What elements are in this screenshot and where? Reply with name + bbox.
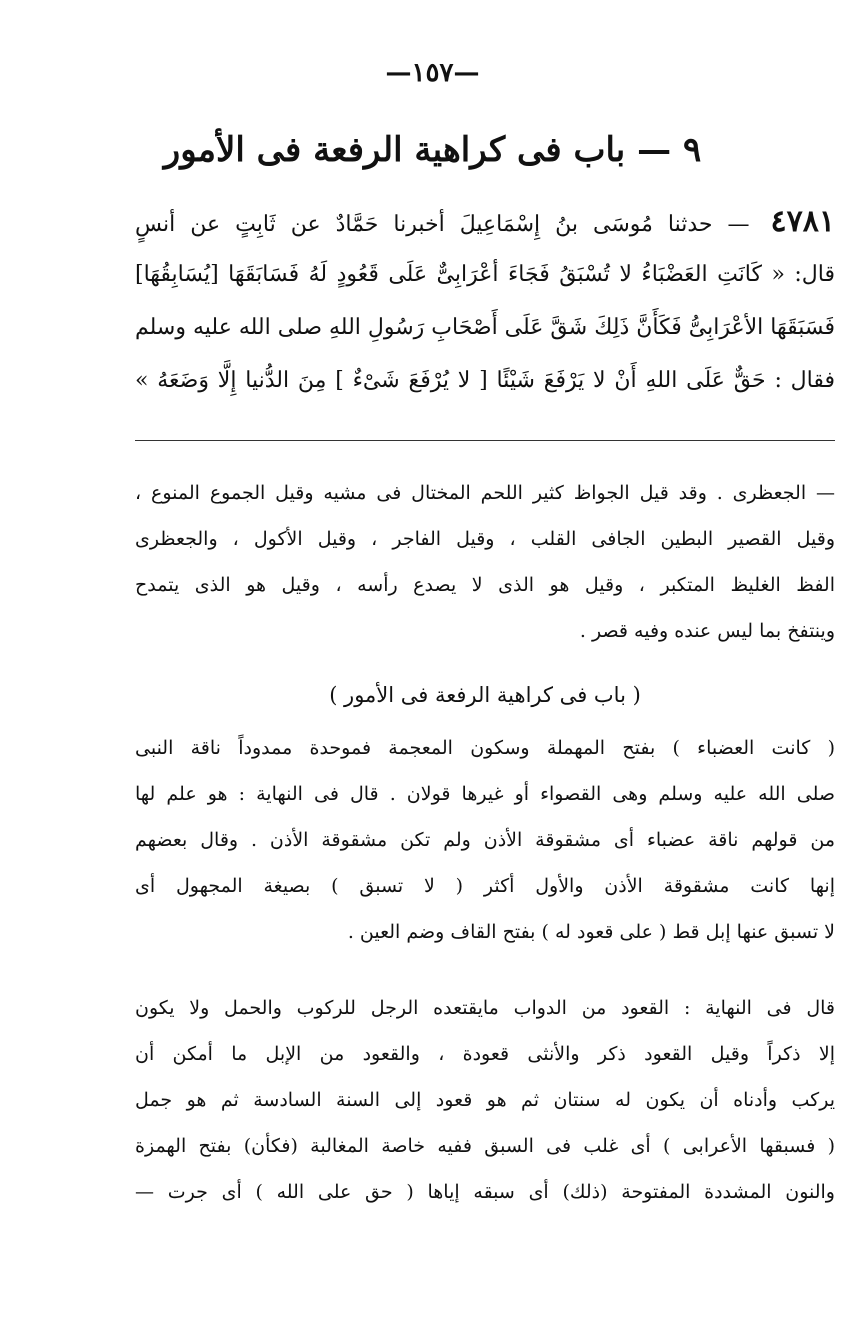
commentary-line: قال فى النهاية : القعود من الدواب مايقتعده الرجل للركوب والحمل ولا يكون <box>135 997 835 1019</box>
commentary-line: يركب وأدناه أن يكون له سنتان ثم هو قعود إلى السنة السادسة ثم هو جمل <box>135 1089 835 1111</box>
page-number: —١٥٧— <box>385 58 480 88</box>
hadith-line: فَسَبَقَهَا الأعْرَابِىُّ فَكَأَنَّ ذَلِكَ شَقَّ عَلَى أَصْحَابِ رَسُولِ اللهِ صلى الله عليه وسلم <box>135 315 835 340</box>
commentary-line: إلا ذكراً وقيل القعود ذكر والأنثى قعودة ، والقعود من الإبل ما أمكن أن <box>135 1043 835 1065</box>
commentary-line: ( فسبقها الأعرابى ) أى غلب فى السبق ففيه خاصة المغالبة (فكأن) بفتح الهمزة <box>135 1135 835 1157</box>
commentary-block <box>135 470 835 654</box>
hadith-text <box>135 195 835 407</box>
hadith-line: قال: « كَانَتِ العَضْبَاءُ لا تُسْبَقُ فَجَاءَ أعْرَابِىٌّ عَلَى قَعُودٍ لَهُ فَسَابَقَهَا [يُسَابِقُهَا] <box>135 262 835 287</box>
commentary-line: الفظ الغليظ المتكبر ، وقيل هو الذى لا يصدع رأسه ، وقيل هو الذى يتمدح <box>135 574 835 596</box>
commentary-line: من قولهم ناقة عضباء أى مشقوقة الأذن ولم تكن مشقوقة الأذن . وقال بعضهم <box>135 829 835 851</box>
hadith-line-text: — حدثنا مُوسَى بنُ إِسْمَاعِيلَ أخبرنا حَمَّادٌ عن ثَابِتٍ عن أنسٍ <box>135 212 750 237</box>
commentary-line: ( كانت العضباء ) بفتح المهملة وسكون المعجمة فموحدة ممدوداً ناقة النبى <box>135 737 835 759</box>
commentary-line: وينتفخ بما ليس عنده وفيه قصر . <box>579 620 835 642</box>
hadith-line: فقال : حَقٌّ عَلَى اللهِ أَنْ لا يَرْفَعَ شَيْئًا [ لا يُرْفَعَ شَىْءٌ ] مِنَ الدُّنيا إِلَّا وَضَعَهُ » <box>135 368 835 393</box>
footnote-separator <box>135 440 835 441</box>
chapter-title: ٩ — باب فى كراهية الرفعة فى الأمور <box>163 130 702 170</box>
commentary-line: لا تسبق عنها إبل قط ( على قعود له ) بفتح القاف وضم العين . <box>347 921 835 943</box>
commentary-line: وقيل القصير البطين الجافى القلب ، وقيل الفاجر ، وقيل الأكول ، والجعظرى <box>135 528 835 550</box>
commentary-line: صلى الله عليه وسلم وهى القصواء أو غيرها قولان . قال فى النهاية : هو علم لها <box>135 783 835 805</box>
hadith-number: ٤٧٨١ <box>770 204 835 239</box>
commentary-block <box>135 725 835 955</box>
section-heading: ( باب فى كراهية الرفعة فى الأمور ) <box>329 683 641 707</box>
commentary-line: والنون المشددة المفتوحة (ذلك) أى سبقه إياها ( حق على الله ) أى جرت — <box>135 1181 835 1203</box>
hadith-line <box>135 195 835 248</box>
commentary-block <box>135 985 835 1215</box>
commentary-line: إنها كانت مشقوقة الأذن والأول أكثر ( لا تسبق ) بصيغة المجهول أى <box>135 875 835 897</box>
commentary-line: — الجعظرى . وقد قيل الجواظ كثير اللحم المختال فى مشيه وقيل الجموع المنوع ، <box>135 482 835 504</box>
